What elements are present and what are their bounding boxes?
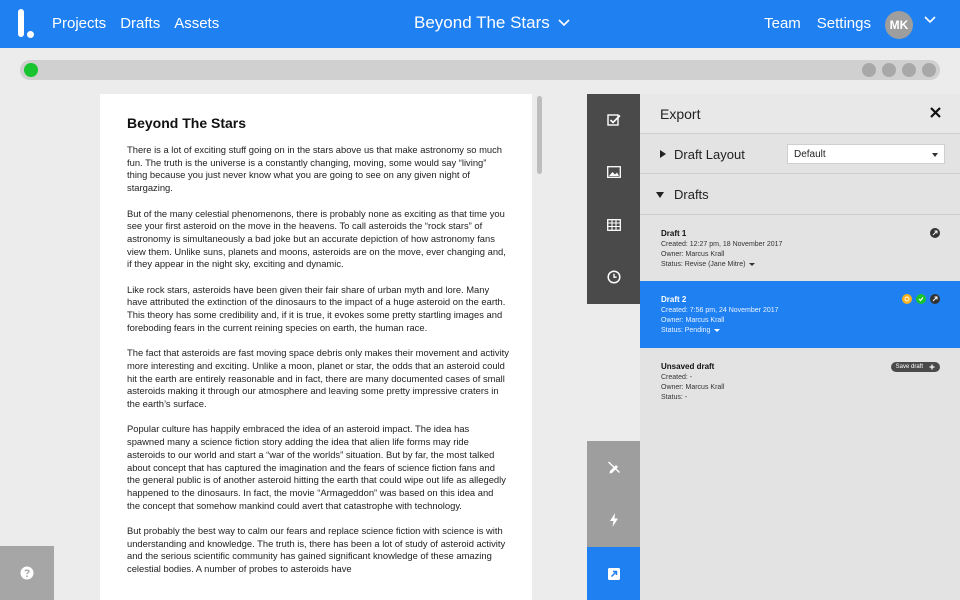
close-icon[interactable]	[930, 107, 941, 118]
step-indicator[interactable]	[902, 63, 916, 77]
paragraph: But of the many celestial phenomenons, there is probably none as exciting as that time you see your first asteroid on the move in the heavens. To call asteroids the “rock stars” of astronomy is simultaneously a bad joke but an accurate depiction of how astronomy fans view them. Unlike suns, planets and moons, asteroids are on the move, ever changing and, if they appear in the night sky, exciting and dynamic.	[127, 207, 506, 270]
plus-icon	[929, 364, 935, 370]
help-icon	[20, 566, 34, 580]
export-icon[interactable]	[930, 228, 940, 238]
side-toolbar-bottom	[587, 441, 640, 600]
paragraph: The fact that asteroids are fast moving space debris only makes their movement and activity more interesting and exciting. Unlike a moon, planet or star, the odds that an asteroid could hit the earth are entirely reasonable and in fact, there are many documented cases of small asteroids making it through our atmosphere and leaving some pretty impressive craters in the earth’s surface.	[127, 347, 509, 410]
approve-check-icon[interactable]	[916, 294, 926, 304]
export-panel	[640, 94, 960, 600]
right-nav	[764, 15, 871, 32]
quick-actions-button[interactable]	[587, 494, 640, 546]
save-draft-button[interactable]	[891, 362, 940, 372]
paragraph: There is a lot of exciting stuff going on in the stars above us that make astronomy so much fun. The truth is the universe is a constantly changing, moving, some would say “living” thing because you just never know what you are going to see on any given night of stargazing.	[127, 144, 503, 194]
draft-status: Status: Pending	[661, 327, 711, 334]
paragraph: Popular culture has happily embraced the idea of an asteroid impact. The idea has spawned many a science fiction story adding the idea that alien life forms may ride asteroids to our world and start a “war of the worlds” situation. But by far, the most talked about concept that has captured the imagination and the fears of science fiction fans and the general public is of another asteroid hitting the earth that could wipe out life as allegedly happened to the dinosaurs. In fact, the movie “Armageddon” was based on this idea and the concept that somehow mankind could avert that catastrophe with technology.	[127, 423, 506, 511]
nav-assets[interactable]: Assets	[174, 15, 220, 32]
lightning-icon	[609, 513, 619, 527]
paragraph: Like rock stars, asteroids have been given their fair share of urban myth and lore. Many have attributed the extinction of the dinosaurs to the impact of a huge asteroid on the earth. This theory has some credibility and, if it is true, it evokes some pretty startling images and foreboding fears in the current reining species on earth, the human race.	[127, 283, 506, 333]
main-nav	[52, 15, 219, 32]
draft-created: Created: -	[661, 374, 693, 381]
user-menu-chevron-icon[interactable]	[924, 16, 936, 24]
document-page[interactable]	[100, 94, 532, 600]
pen-disabled-icon	[607, 460, 621, 474]
draft-item-unsaved[interactable]	[640, 348, 960, 415]
export-panel-header	[640, 94, 960, 134]
draft-status: Status: -	[661, 394, 688, 401]
draft-owner: Owner: Marcus Krall	[661, 384, 725, 391]
nav-projects[interactable]: Projects	[52, 15, 107, 32]
image-icon	[607, 166, 621, 178]
paragraph: But probably the best way to calm our fears and replace science fiction with science is with understanding and knowledge. The truth is, there has been a lot of study of asteroid activity and the serious scientific community has gained significant knowledge of these amazing celestial bodies. A number of probes to asteroids have	[127, 525, 506, 575]
export-panel-title: Export	[660, 106, 701, 122]
draft-created: Created: 7:56 pm, 24 November 2017	[661, 307, 779, 314]
document-title[interactable]: Beyond The Stars	[127, 115, 247, 131]
save-draft-label: Save draft	[895, 364, 923, 370]
draft-layout-row	[640, 134, 960, 174]
table-icon	[607, 219, 621, 231]
draft-status-dropdown[interactable]	[661, 326, 960, 336]
project-title-dropdown[interactable]	[414, 13, 570, 33]
drafts-label: Drafts	[674, 187, 709, 202]
draft-layout-value: Default	[794, 149, 826, 160]
document-scrollbar[interactable]	[537, 96, 542, 174]
drafts-list	[640, 214, 960, 415]
document-body[interactable]	[127, 144, 509, 589]
caret-down-icon	[749, 263, 755, 266]
clock-icon	[607, 270, 621, 284]
draft-created: Created: 12:27 pm, 18 November 2017	[661, 241, 783, 248]
drafts-section-header[interactable]	[640, 174, 960, 214]
step-indicator[interactable]	[922, 63, 936, 77]
checkbox-icon	[607, 113, 621, 127]
draft-owner: Owner: Marcus Krall	[661, 251, 725, 258]
draft-layout-label[interactable]: Draft Layout	[674, 147, 745, 162]
pending-icon[interactable]	[902, 294, 912, 304]
step-indicator[interactable]	[882, 63, 896, 77]
chevron-down-icon	[558, 19, 570, 27]
help-button[interactable]	[0, 546, 54, 600]
images-button[interactable]	[587, 146, 640, 198]
draft-layout-select[interactable]	[787, 144, 945, 164]
step-complete-indicator[interactable]	[24, 63, 38, 77]
export-button[interactable]	[587, 547, 640, 600]
draft-status-dropdown[interactable]	[661, 260, 960, 270]
draft-name: Draft 2	[661, 295, 687, 304]
caret-down-icon	[932, 153, 938, 157]
app-logo[interactable]	[18, 9, 38, 39]
draft-name: Unsaved draft	[661, 362, 715, 371]
export-icon	[607, 567, 621, 581]
workflow-progress-bar	[20, 60, 940, 80]
comments-off-button[interactable]	[587, 441, 640, 493]
draft-item-selected[interactable]	[640, 281, 960, 348]
nav-settings[interactable]: Settings	[816, 15, 871, 32]
caret-down-icon	[714, 329, 720, 332]
collapse-arrow-icon	[656, 192, 664, 198]
history-button[interactable]	[587, 251, 640, 303]
draft-item[interactable]	[640, 214, 960, 281]
draft-owner: Owner: Marcus Krall	[661, 317, 725, 324]
top-bar	[0, 0, 960, 48]
project-title: Beyond The Stars	[414, 13, 550, 32]
expand-arrow-icon[interactable]	[660, 150, 666, 158]
export-icon[interactable]	[930, 294, 940, 304]
tables-button[interactable]	[587, 199, 640, 251]
nav-drafts[interactable]: Drafts	[120, 15, 161, 32]
step-indicator[interactable]	[862, 63, 876, 77]
nav-team[interactable]: Team	[764, 15, 801, 32]
avatar[interactable]: MK	[885, 11, 913, 39]
draft-name: Draft 1	[661, 229, 687, 238]
checklist-button[interactable]	[587, 94, 640, 146]
draft-status: Status: Revise (Jane Mitre)	[661, 261, 746, 268]
side-toolbar	[587, 94, 640, 304]
